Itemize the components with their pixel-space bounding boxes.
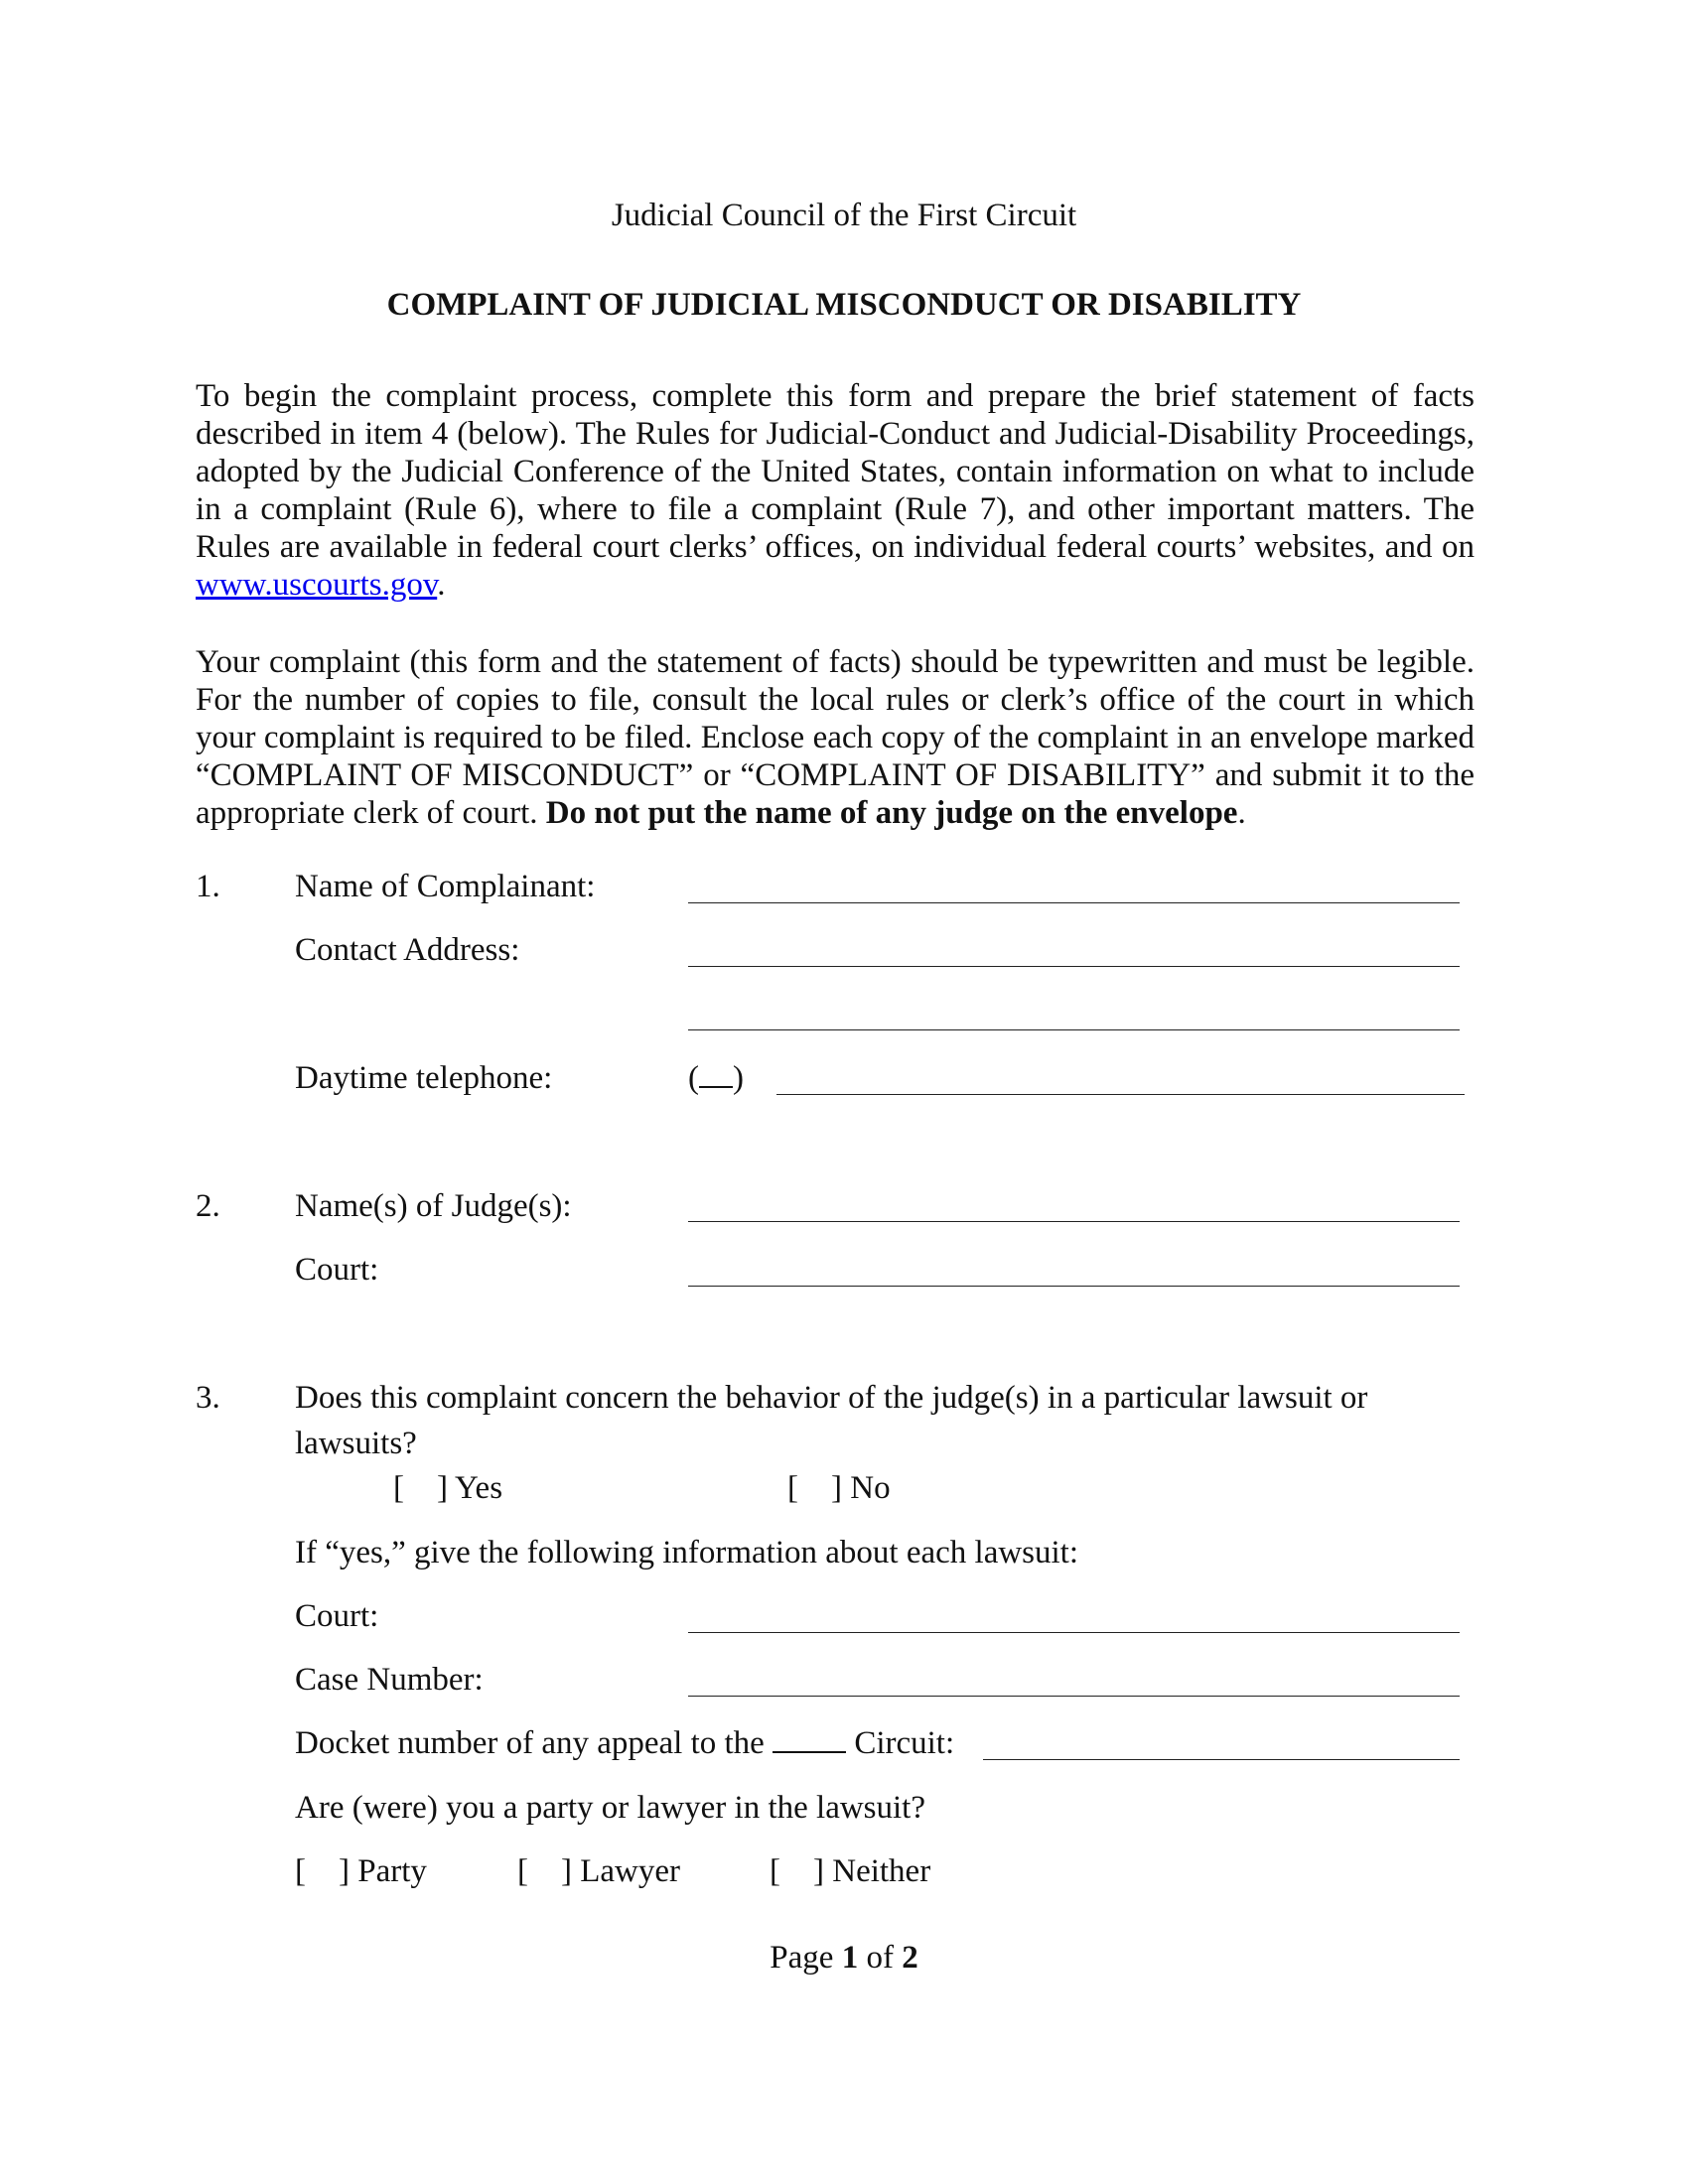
lawsuit-court-field[interactable] <box>688 1632 1460 1633</box>
party-label: Party <box>357 1853 427 1889</box>
complainant-name-field[interactable] <box>688 902 1460 903</box>
judge-names-label: Name(s) of Judge(s): <box>295 1188 572 1224</box>
neither-label: Neither <box>832 1853 931 1889</box>
paren-open: ( <box>688 1060 699 1096</box>
intro-paragraph-2 <box>196 643 1475 832</box>
contact-address-field-2[interactable] <box>688 1029 1460 1030</box>
yes-checkbox[interactable] <box>393 1469 502 1507</box>
item-number-2: 2. <box>196 1188 220 1224</box>
intro-text: To begin the complaint process, complete this form and prepare the brief statement of facts described in item 4 (below). The Rules for Judicial-Conduct and Judicial-Disability Proceedings, adopted by the Judicial Conference of the United States, contain information on what to include in a complaint (Rule 6), where to file a complaint (Rule 7), and other important matters. The Rules are available in federal court clerks’ offices, on individual federal courts’ websites, and on <box>196 378 1475 565</box>
item-number-3: 3. <box>196 1380 220 1416</box>
envelope-warning: Do not put the name of any judge on the envelope <box>545 795 1238 831</box>
judge-names-field[interactable] <box>688 1221 1460 1222</box>
form-title: COMPLAINT OF JUDICIAL MISCONDUCT OR DISABILITY <box>386 287 1302 323</box>
lawsuit-question-cont: lawsuits? <box>295 1426 417 1461</box>
uscourts-link[interactable]: www.uscourts.gov <box>196 567 438 603</box>
if-yes-instructions: If “yes,” give the following information about each lawsuit: <box>295 1535 1079 1570</box>
yes-label: Yes <box>455 1470 503 1506</box>
case-number-label: Case Number: <box>295 1662 484 1698</box>
neither-checkbox[interactable] <box>770 1852 930 1890</box>
checkbox-bracket: [ ] <box>770 1853 824 1889</box>
lawyer-label: Lawyer <box>580 1853 681 1889</box>
complainant-name-label: Name of Complainant: <box>295 869 596 904</box>
court-field[interactable] <box>688 1286 1460 1287</box>
court-label: Court: <box>295 1252 379 1288</box>
checkbox-bracket: [ ] <box>295 1853 350 1889</box>
party-question: Are (were) you a party or lawyer in the lawsuit? <box>295 1790 925 1826</box>
circuit-blank[interactable] <box>773 1727 846 1753</box>
circuit-label: Circuit: <box>854 1725 955 1761</box>
checkbox-bracket: [ ] <box>787 1470 842 1506</box>
item-number-1: 1. <box>196 869 220 904</box>
page-number <box>0 1939 1688 1977</box>
period: . <box>1237 795 1246 831</box>
instructions-text: Your complaint (this form and the statement of facts) should be typewritten and must be legible. For the number of copies to file, consult the local rules or clerk’s office of the court in which your complaint is required to be filed. Enclose each copy of the complaint in an envelope marked “COMPLAINT OF MISCONDUCT” or “COMPLAINT OF DISABILITY” and submit it to the appropriate clerk of court. <box>196 644 1475 831</box>
current-page: 1 <box>841 1940 859 1976</box>
period: . <box>437 567 446 603</box>
checkbox-bracket: [ ] <box>393 1470 448 1506</box>
docket-label-text: Docket number of any appeal to the <box>295 1725 765 1761</box>
lawsuit-court-label: Court: <box>295 1598 379 1634</box>
lawsuit-question: Does this complaint concern the behavior of the judge(s) in a particular lawsuit or <box>295 1380 1368 1416</box>
no-checkbox[interactable] <box>787 1469 891 1507</box>
checkbox-bracket: [ ] <box>517 1853 572 1889</box>
case-number-field[interactable] <box>688 1696 1460 1697</box>
intro-paragraph-1 <box>196 377 1475 604</box>
daytime-telephone-label: Daytime telephone: <box>295 1060 553 1096</box>
docket-number-label <box>295 1724 954 1762</box>
contact-address-field-1[interactable] <box>688 966 1460 967</box>
party-checkbox[interactable] <box>295 1852 427 1890</box>
docket-number-field[interactable] <box>983 1759 1460 1760</box>
page-word: Page <box>770 1940 834 1976</box>
of-word: of <box>866 1940 894 1976</box>
lawyer-checkbox[interactable] <box>517 1852 680 1890</box>
area-code-field[interactable] <box>688 1059 744 1097</box>
area-code-blank[interactable] <box>699 1062 733 1088</box>
total-pages: 2 <box>902 1940 918 1976</box>
council-name: Judicial Council of the First Circuit <box>611 198 1077 233</box>
contact-address-label: Contact Address: <box>295 932 520 968</box>
no-label: No <box>850 1470 891 1506</box>
telephone-field[interactable] <box>776 1094 1465 1095</box>
paren-close: ) <box>733 1060 744 1096</box>
